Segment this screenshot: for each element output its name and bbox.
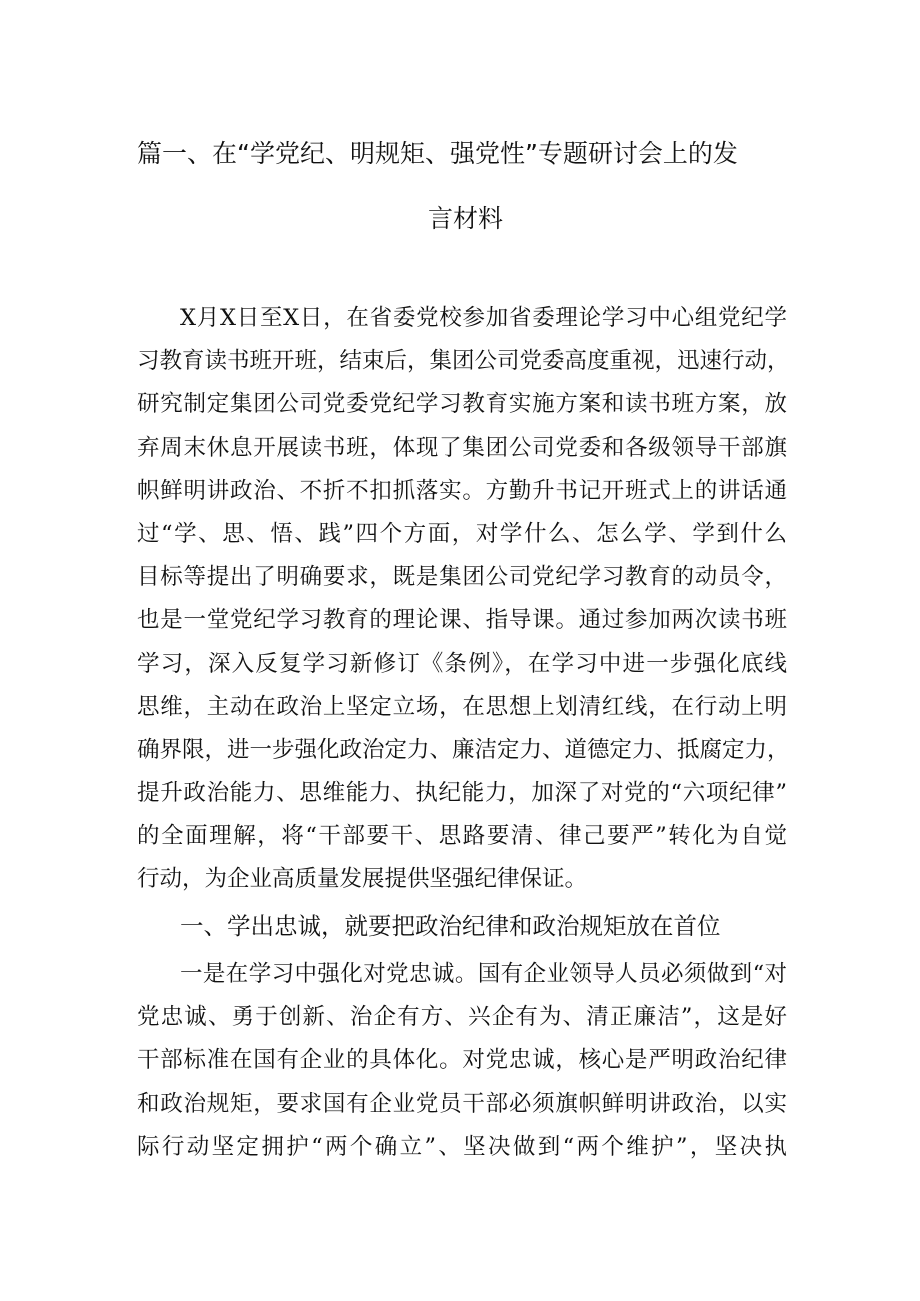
- paragraph-line: 目标等提出了明确要求，既是集团公司党纪学习教育的动员令，: [137, 564, 787, 591]
- paragraph-line: X月X日至X日，在省委党校参加省委理论学习中心组党纪学: [180, 305, 787, 331]
- paragraph-line: 过“学、思、悟、践”四个方面，对学什么、怎么学、学到什么: [137, 520, 787, 547]
- paragraph-line: 的全面理解，将“干部要干、思路要清、律己要严”转化为自觉: [137, 823, 787, 850]
- paragraph-line: 党忠诚、勇于创新、治企有方、兴企有为、清正廉洁”，这是好: [137, 1004, 787, 1031]
- paragraph-intro: [137, 297, 790, 902]
- document-title-line-1: 篇一、在“学党纪、明规矩、强党性”专题研讨会上的发: [137, 139, 738, 168]
- paragraph-line: 一是在学习中强化对党忠诚。国有企业领导人员必须做到“对: [180, 961, 787, 987]
- paragraph-line: 际行动坚定拥护“两个确立”、坚决做到“两个维护”，坚决执: [137, 1133, 787, 1160]
- section-heading-1: 一、学出忠诚，就要把政治纪律和政治规矩放在首位: [180, 912, 721, 940]
- paragraph-line: 思维，主动在政治上坚定立场，在思想上划清红线，在行动上明: [137, 693, 787, 720]
- paragraph-line: 习教育读书班开班，结束后，集团公司党委高度重视，迅速行动，: [137, 348, 790, 375]
- paragraph-line: 行动，为企业高质量发展提供坚强纪律保证。: [137, 866, 588, 893]
- paragraph-line: 弃周末休息开展读书班，体现了集团公司党委和各级领导干部旗: [137, 434, 787, 461]
- paragraph-line: 确界限，进一步强化政治定力、廉洁定力、道德定力、抵腐定力，: [137, 736, 790, 763]
- paragraph-line: 学习，深入反复学习新修订《条例》，在学习中进一步强化底线: [137, 650, 787, 677]
- document-title-line-2: 言材料: [428, 204, 504, 233]
- paragraph-line: 和政治规矩，要求国有企业党员干部必须旗帜鲜明讲政治，以实: [137, 1090, 787, 1117]
- paragraph-line: 也是一堂党纪学习教育的理论课、指导课。通过参加两次读书班: [137, 607, 787, 634]
- paragraph-line: 研究制定集团公司党委党纪学习教育实施方案和读书班方案，放: [137, 391, 787, 418]
- paragraph-line: 帜鲜明讲政治、不折不扣抓落实。方勤升书记开班式上的讲话通: [137, 477, 787, 504]
- paragraph-line: 干部标准在国有企业的具体化。对党忠诚，核心是严明政治纪律: [137, 1047, 787, 1074]
- paragraph-line: 提升政治能力、思维能力、执纪能力，加深了对党的“六项纪律”: [137, 780, 787, 807]
- paragraph-section-1: [137, 953, 787, 1169]
